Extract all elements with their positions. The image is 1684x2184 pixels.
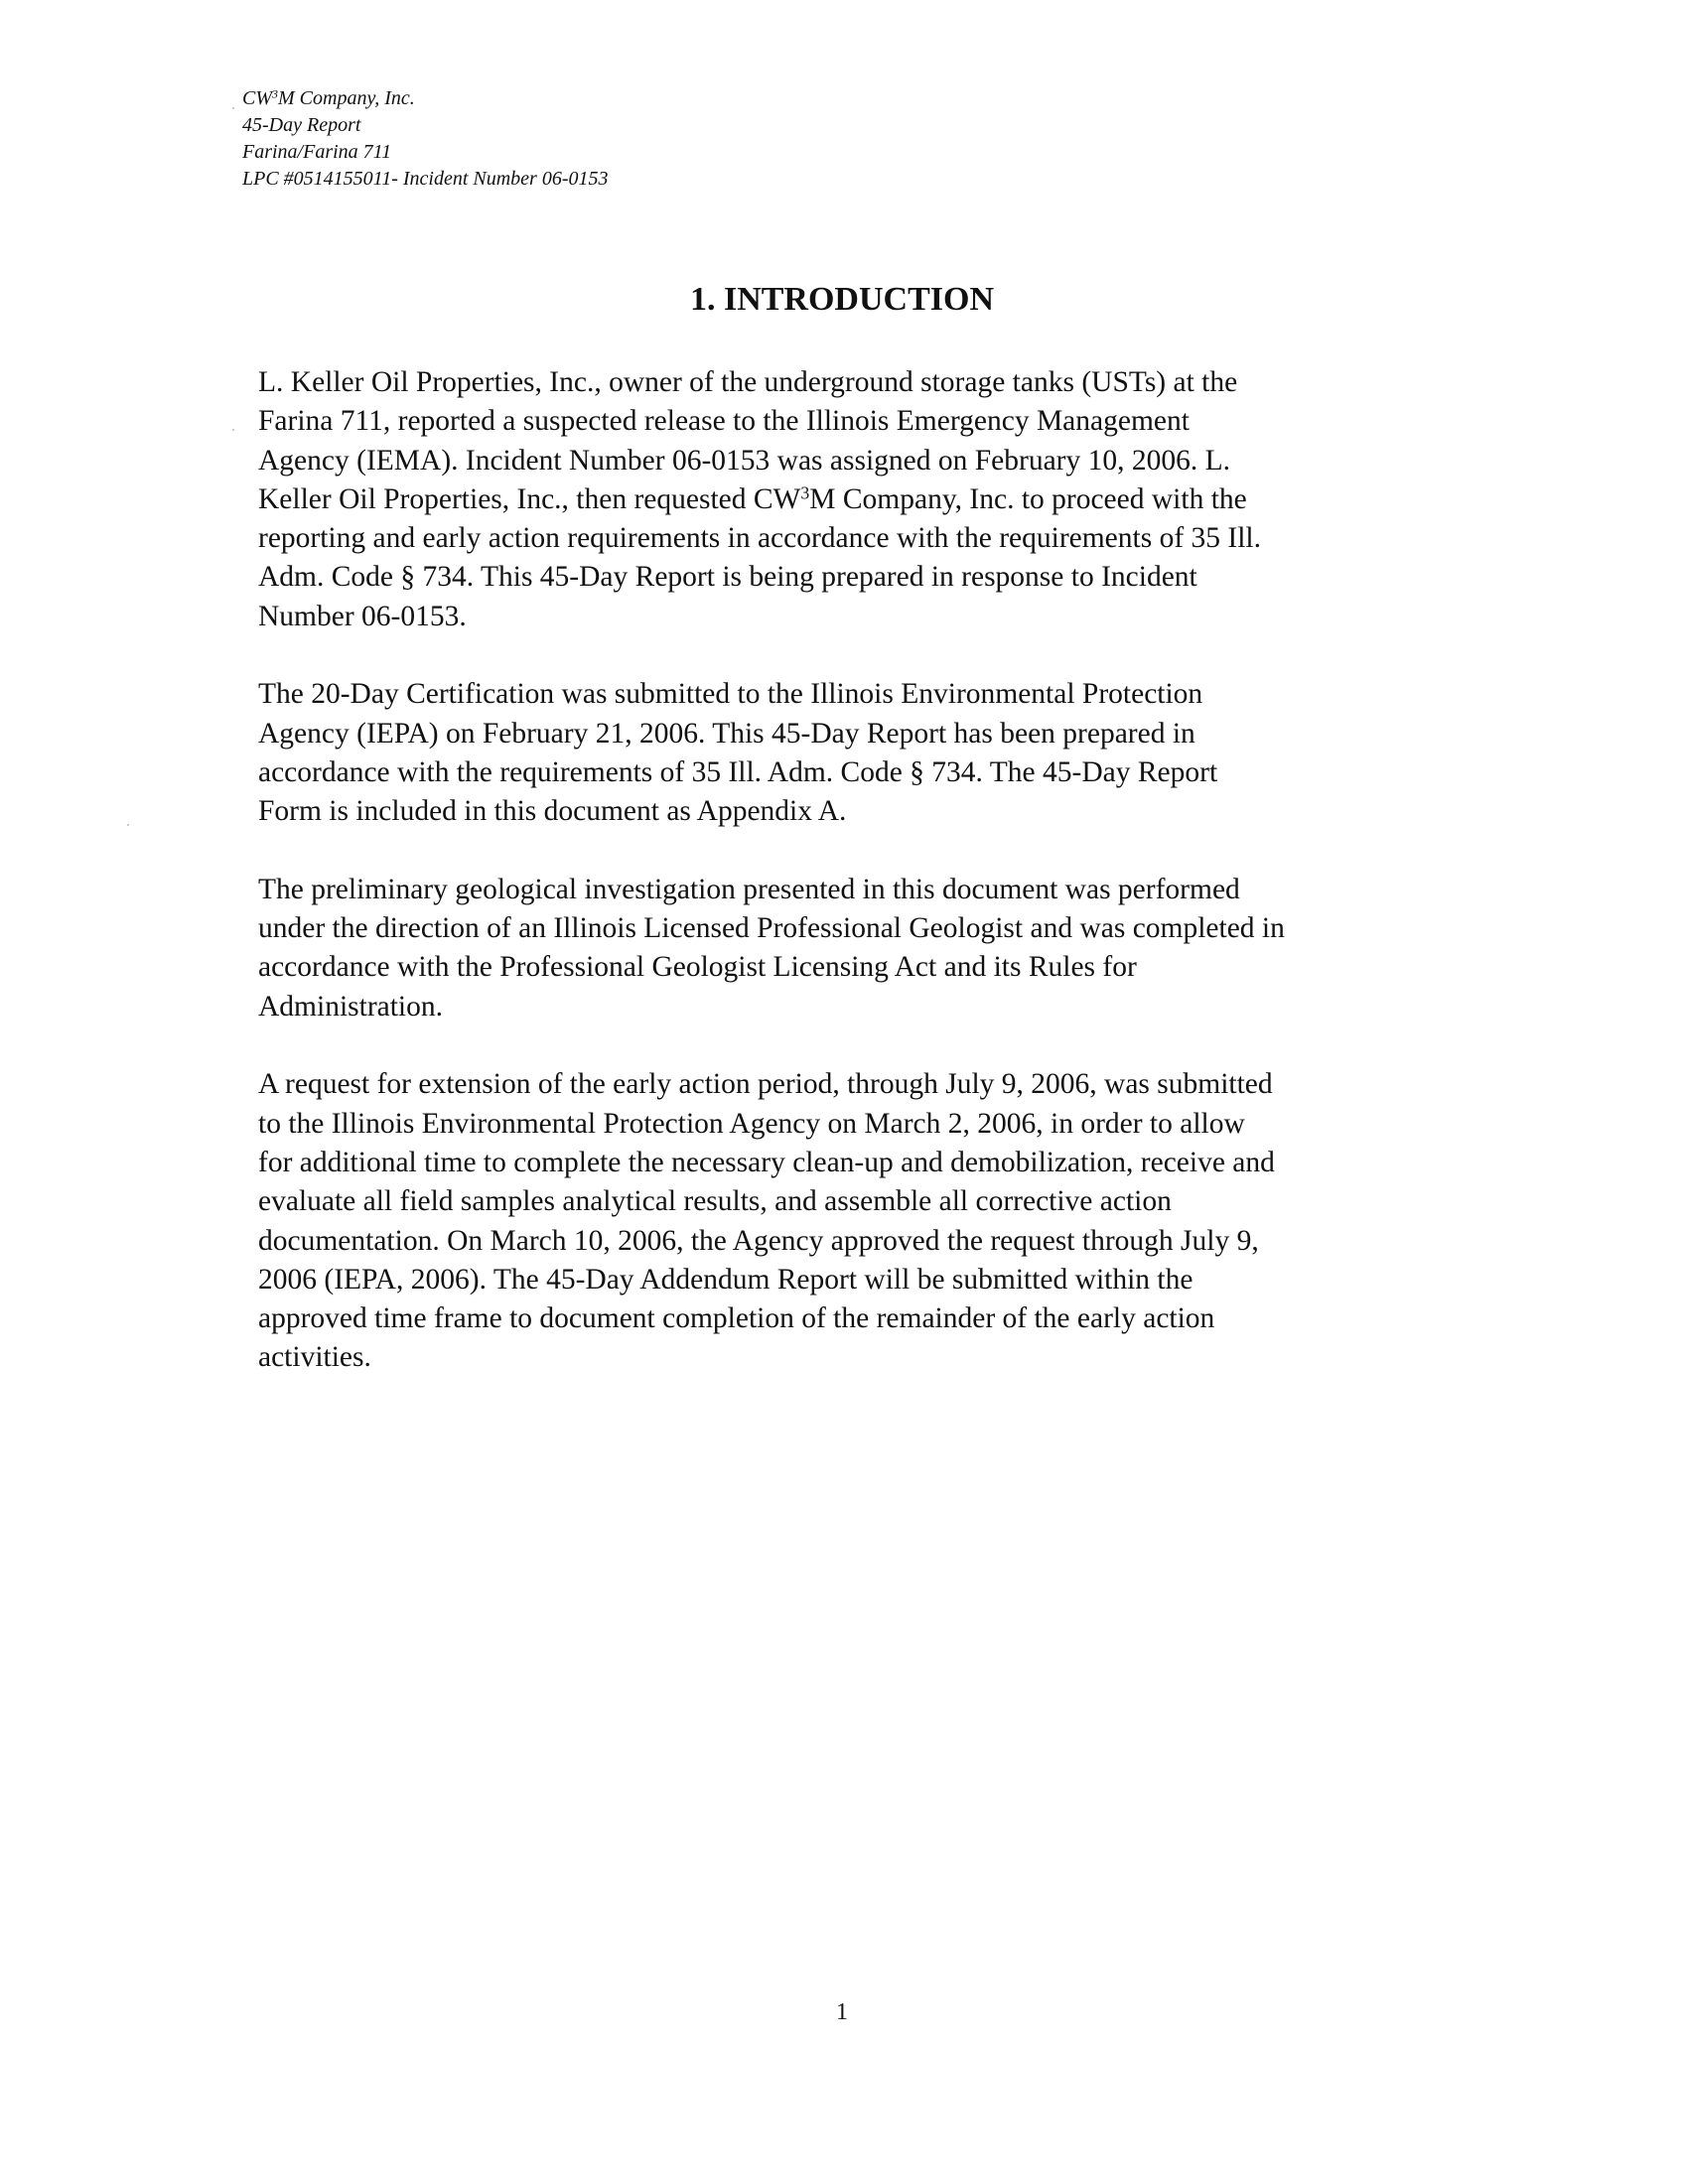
scan-mark xyxy=(232,107,234,109)
paragraph-line: Agency (IEPA) on February 21, 2006. This 45-Day Report has been prepared in xyxy=(258,717,1195,750)
header-company xyxy=(242,85,609,112)
paragraph-line: to the Illinois Environmental Protection Agency on March 2, 2006, in order to allow xyxy=(258,1107,1245,1140)
paragraph-line: Form is included in this document as Appendix A. xyxy=(258,795,847,828)
paragraph-line: Number 06-0153. xyxy=(258,600,467,632)
paragraph-line: Agency (IEMA). Incident Number 06-0153 was assigned on February 10, 2006. L. xyxy=(258,444,1231,477)
header-company-superscript: 3 xyxy=(272,86,278,101)
line-text: Keller Oil Properties, Inc., then requested CW xyxy=(258,482,801,515)
paragraph-line: approved time frame to document completion of the remainder of the early action xyxy=(258,1302,1215,1335)
header-site-name: Farina/Farina 711 xyxy=(242,141,392,163)
paragraph-line: A request for extension of the early action period, through July 9, 2006, was submitted xyxy=(258,1068,1273,1101)
paragraph-line: 2006 (IEPA, 2006). The 45-Day Addendum Report will be submitted within the xyxy=(258,1263,1193,1296)
paragraph-line: reporting and early action requirements in accordance with the requirements of 35 Ill. xyxy=(258,522,1261,555)
header-reference: LPC #0514155011- Incident Number 06-0153 xyxy=(242,168,609,190)
paragraph-line: documentation. On March 10, 2006, the Agency approved the request through July 9, xyxy=(258,1224,1259,1257)
body-text xyxy=(258,363,1426,1417)
header-report-name: 45-Day Report xyxy=(242,114,361,136)
paragraph-line: accordance with the requirements of 35 Ill. Adm. Code § 734. The 45-Day Report xyxy=(258,755,1218,788)
paragraph-line: Administration. xyxy=(258,990,444,1023)
paragraph-line: Farina 711, reported a suspected release to the Illinois Emergency Management xyxy=(258,405,1190,438)
paragraph-line: L. Keller Oil Properties, Inc., owner of the underground storage tanks (USTs) at the xyxy=(258,366,1238,398)
scan-mark xyxy=(127,824,129,826)
paragraph xyxy=(258,675,1426,831)
paragraph-line: accordance with the Professional Geologist Licensing Act and its Rules for xyxy=(258,951,1137,984)
header-company-suffix: M Company, Inc. xyxy=(278,87,415,109)
paragraph-line: for additional time to complete the necessary clean-up and demobilization, receive and xyxy=(258,1146,1275,1178)
running-header xyxy=(242,85,609,193)
paragraph-line: under the direction of an Illinois Licensed Professional Geologist and was completed in xyxy=(258,912,1285,945)
paragraph xyxy=(258,1065,1426,1377)
scan-mark xyxy=(232,429,234,431)
page-title: 1. INTRODUCTION xyxy=(689,281,995,318)
superscript: 3 xyxy=(800,482,810,503)
paragraph-line: activities. xyxy=(258,1341,371,1374)
paragraph xyxy=(258,363,1426,636)
paragraph xyxy=(258,871,1426,1026)
paragraph-line: The preliminary geological investigation presented in this document was performed xyxy=(258,873,1240,905)
paragraph-line: The 20-Day Certification was submitted to the Illinois Environmental Protection xyxy=(258,678,1203,711)
line-text: M Company, Inc. to proceed with the xyxy=(809,482,1247,515)
paragraph-line: Adm. Code § 734. This 45-Day Report is being prepared in response to Incident xyxy=(258,561,1197,594)
header-company-prefix: CW xyxy=(242,87,272,109)
paragraph-line: evaluate all field samples analytical results, and assemble all corrective action xyxy=(258,1185,1172,1218)
paragraph-line xyxy=(258,480,1426,519)
page-number: 1 xyxy=(836,1999,848,2025)
